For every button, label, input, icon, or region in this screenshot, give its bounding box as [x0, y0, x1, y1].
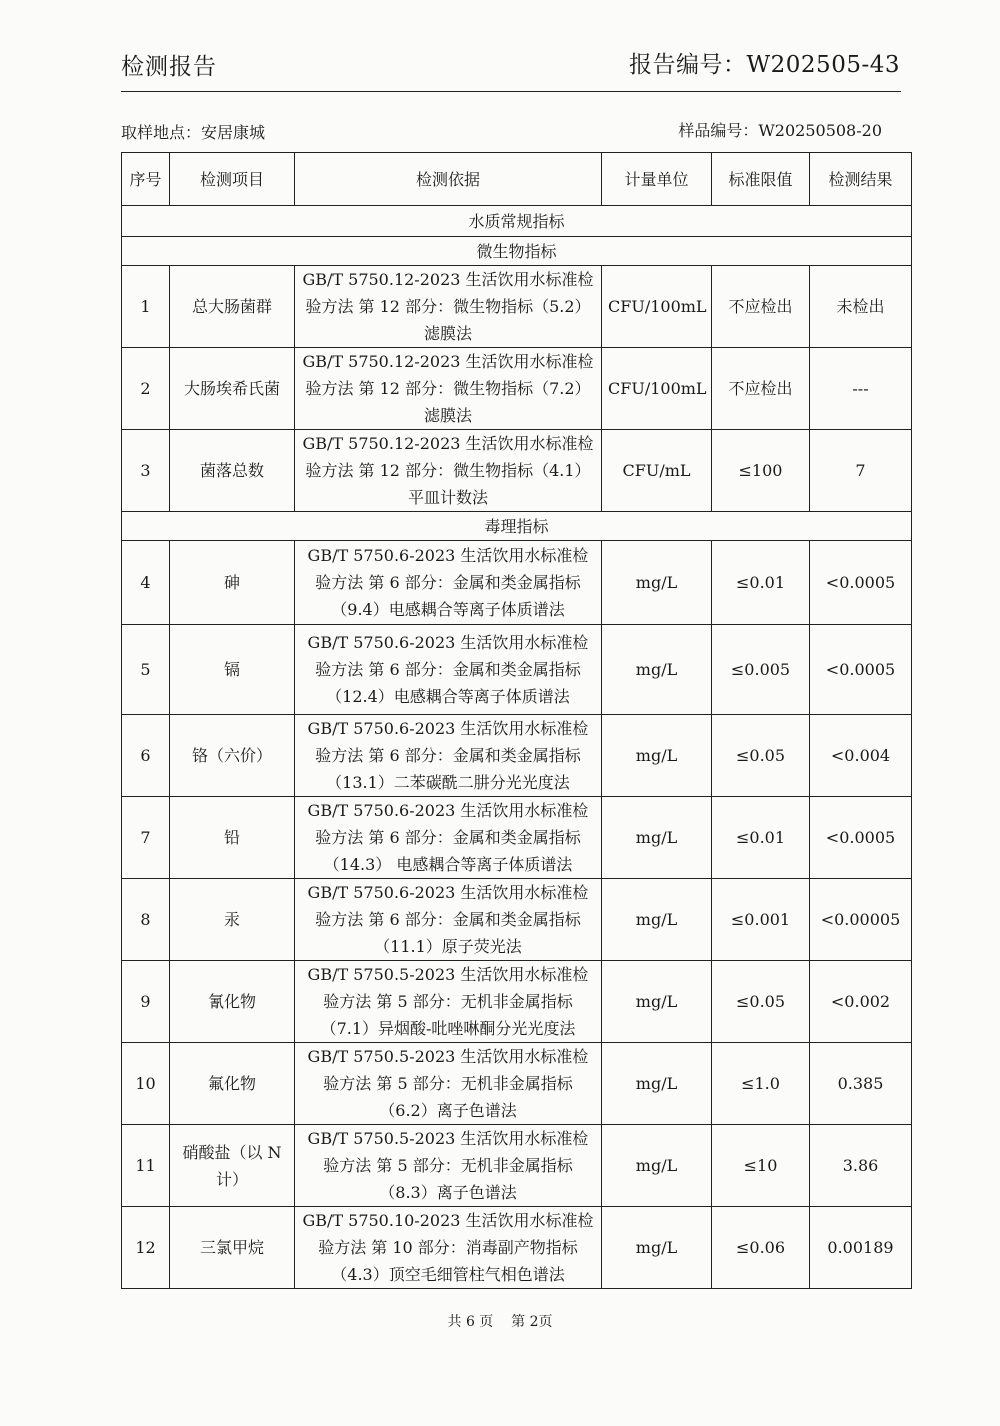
table-row [122, 266, 912, 348]
row-item: 菌落总数 [170, 430, 295, 512]
sampling-location-value: 安居康城 [201, 123, 266, 142]
basis-line: GB/T 5750.12-2023 生活饮用水标准检 [302, 434, 594, 453]
row-item: 总大肠菌群 [170, 266, 295, 348]
row-no: 10 [122, 1043, 170, 1125]
group-title: 毒理指标 [122, 512, 912, 541]
basis-line: 验方法 第 6 部分：金属和类金属指标 [315, 746, 581, 765]
row-no: 6 [122, 715, 170, 797]
col-header-basis: 检测依据 [295, 153, 602, 206]
sample-number-label: 样品编号： [678, 121, 759, 140]
row-unit: CFU/mL [602, 430, 712, 512]
row-basis [295, 541, 602, 625]
table-row [122, 430, 912, 512]
row-no: 1 [122, 266, 170, 348]
basis-line: GB/T 5750.6-2023 生活饮用水标准检 [307, 801, 589, 820]
row-item: 铬（六价） [170, 715, 295, 797]
row-limit: ≤0.05 [712, 961, 810, 1043]
row-basis [295, 1043, 602, 1125]
results-table [121, 152, 912, 1289]
row-result: <0.004 [810, 715, 912, 797]
table-row [122, 879, 912, 961]
col-header-unit: 计量单位 [602, 153, 712, 206]
basis-line: （6.2）离子色谱法 [379, 1101, 517, 1120]
row-result: 3.86 [810, 1125, 912, 1207]
section-row [122, 206, 912, 237]
row-no: 2 [122, 348, 170, 430]
basis-line: （11.1）原子荧光法 [374, 937, 522, 956]
basis-line: GB/T 5750.5-2023 生活饮用水标准检 [307, 1047, 589, 1066]
row-no: 12 [122, 1207, 170, 1289]
row-no: 9 [122, 961, 170, 1043]
group-row [122, 237, 912, 266]
basis-line: 滤膜法 [423, 324, 472, 343]
row-item: 氰化物 [170, 961, 295, 1043]
section-title: 水质常规指标 [122, 206, 912, 237]
row-item: 砷 [170, 541, 295, 625]
basis-line: 验方法 第 5 部分：无机非金属指标 [323, 1156, 573, 1175]
basis-line: GB/T 5750.6-2023 生活饮用水标准检 [307, 719, 589, 738]
row-limit: 不应检出 [712, 266, 810, 348]
basis-line: 验方法 第 12 部分：微生物指标（5.2） [305, 297, 591, 316]
row-basis [295, 1125, 602, 1207]
basis-line: （14.3） 电感耦合等离子体质谱法 [323, 855, 573, 874]
table-row [122, 625, 912, 715]
row-limit: ≤100 [712, 430, 810, 512]
row-result: <0.00005 [810, 879, 912, 961]
row-basis [295, 625, 602, 715]
row-unit: mg/L [602, 1207, 712, 1289]
basis-line: GB/T 5750.12-2023 生活饮用水标准检 [302, 270, 594, 289]
row-limit: 不应检出 [712, 348, 810, 430]
basis-line: （12.4）电感耦合等离子体质谱法 [326, 687, 570, 706]
table-row [122, 1207, 912, 1289]
row-result: <0.0005 [810, 541, 912, 625]
basis-line: 平皿计数法 [407, 488, 488, 507]
row-unit: CFU/100mL [602, 266, 712, 348]
report-number [629, 46, 900, 79]
row-unit: mg/L [602, 625, 712, 715]
report-number-value: W202505-43 [746, 52, 900, 78]
basis-line: 验方法 第 6 部分：金属和类金属指标 [315, 910, 581, 929]
row-limit: ≤10 [712, 1125, 810, 1207]
table-row [122, 541, 912, 625]
basis-line: 验方法 第 6 部分：金属和类金属指标 [315, 828, 581, 847]
row-item: 氟化物 [170, 1043, 295, 1125]
row-unit: mg/L [602, 1125, 712, 1207]
group-title: 微生物指标 [122, 237, 912, 266]
row-item: 铅 [170, 797, 295, 879]
report-number-label: 报告编号： [629, 52, 747, 78]
table-row [122, 797, 912, 879]
basis-line: GB/T 5750.12-2023 生活饮用水标准检 [302, 352, 594, 371]
basis-line: GB/T 5750.5-2023 生活饮用水标准检 [307, 1129, 589, 1148]
basis-line: （13.1）二苯碳酰二肼分光光度法 [326, 773, 570, 792]
table-row [122, 961, 912, 1043]
current-page: 第 2页 [511, 1314, 553, 1330]
table-header-row [122, 153, 912, 206]
row-no: 8 [122, 879, 170, 961]
table-row [122, 1043, 912, 1125]
row-limit: ≤0.05 [712, 715, 810, 797]
row-basis [295, 797, 602, 879]
row-result: --- [810, 348, 912, 430]
sampling-location-label: 取样地点： [121, 123, 202, 142]
row-item: 三氯甲烷 [170, 1207, 295, 1289]
basis-line: （8.3）离子色谱法 [379, 1183, 517, 1202]
basis-line: GB/T 5750.5-2023 生活饮用水标准检 [307, 965, 589, 984]
col-header-item: 检测项目 [170, 153, 295, 206]
basis-line: 验方法 第 12 部分：微生物指标（7.2） [305, 379, 591, 398]
basis-line: （4.3）顶空毛细管柱气相色谱法 [331, 1265, 565, 1284]
row-unit: mg/L [602, 797, 712, 879]
sample-number-value: W20250508-20 [758, 121, 882, 140]
row-result: 0.00189 [810, 1207, 912, 1289]
basis-line: GB/T 5750.10-2023 生活饮用水标准检 [302, 1211, 594, 1230]
basis-line: GB/T 5750.6-2023 生活饮用水标准检 [307, 633, 589, 652]
row-limit: ≤1.0 [712, 1043, 810, 1125]
basis-line: 验方法 第 12 部分：微生物指标（4.1） [305, 461, 591, 480]
row-item: 硝酸盐（以 N 计） [170, 1125, 295, 1207]
row-result: <0.0005 [810, 625, 912, 715]
row-no: 4 [122, 541, 170, 625]
row-item: 大肠埃希氏菌 [170, 348, 295, 430]
sample-number [678, 118, 882, 141]
row-limit: ≤0.01 [712, 541, 810, 625]
row-no: 3 [122, 430, 170, 512]
row-result: 7 [810, 430, 912, 512]
row-unit: mg/L [602, 1043, 712, 1125]
page-footer [0, 1311, 1000, 1331]
basis-line: 验方法 第 10 部分：消毒副产物指标 [318, 1238, 578, 1257]
basis-line: GB/T 5750.6-2023 生活饮用水标准检 [307, 546, 589, 565]
row-basis [295, 879, 602, 961]
row-basis [295, 961, 602, 1043]
row-unit: mg/L [602, 961, 712, 1043]
row-no: 7 [122, 797, 170, 879]
row-basis [295, 1207, 602, 1289]
table-row [122, 348, 912, 430]
row-limit: ≤0.005 [712, 625, 810, 715]
row-basis [295, 430, 602, 512]
row-result: 0.385 [810, 1043, 912, 1125]
row-unit: mg/L [602, 715, 712, 797]
table-row [122, 1125, 912, 1207]
basis-line: 验方法 第 5 部分：无机非金属指标 [323, 992, 573, 1011]
basis-line: 验方法 第 6 部分：金属和类金属指标 [315, 573, 581, 592]
row-no: 5 [122, 625, 170, 715]
row-item: 汞 [170, 879, 295, 961]
row-limit: ≤0.001 [712, 879, 810, 961]
row-basis [295, 266, 602, 348]
row-basis [295, 715, 602, 797]
report-title: 检测报告 [121, 54, 217, 80]
basis-line: 验方法 第 6 部分：金属和类金属指标 [315, 660, 581, 679]
total-pages: 共 6 页 [447, 1314, 494, 1330]
row-unit: mg/L [602, 879, 712, 961]
row-result: 未检出 [810, 266, 912, 348]
row-basis [295, 348, 602, 430]
basis-line: （9.4）电感耦合等离子体质谱法 [331, 600, 565, 619]
basis-line: GB/T 5750.6-2023 生活饮用水标准检 [307, 883, 589, 902]
col-header-result: 检测结果 [810, 153, 912, 206]
row-item: 镉 [170, 625, 295, 715]
group-row [122, 512, 912, 541]
row-no: 11 [122, 1125, 170, 1207]
basis-line: 滤膜法 [423, 406, 472, 425]
row-limit: ≤0.01 [712, 797, 810, 879]
row-unit: mg/L [602, 541, 712, 625]
sampling-location [121, 120, 265, 143]
table-row [122, 715, 912, 797]
row-unit: CFU/100mL [602, 348, 712, 430]
col-header-no: 序号 [122, 153, 170, 206]
basis-line: （7.1）异烟酸-吡唑啉酮分光光度法 [320, 1019, 576, 1038]
col-header-limit: 标准限值 [712, 153, 810, 206]
header-divider [121, 91, 901, 92]
row-result: <0.0005 [810, 797, 912, 879]
row-limit: ≤0.06 [712, 1207, 810, 1289]
basis-line: 验方法 第 5 部分：无机非金属指标 [323, 1074, 573, 1093]
row-result: <0.002 [810, 961, 912, 1043]
